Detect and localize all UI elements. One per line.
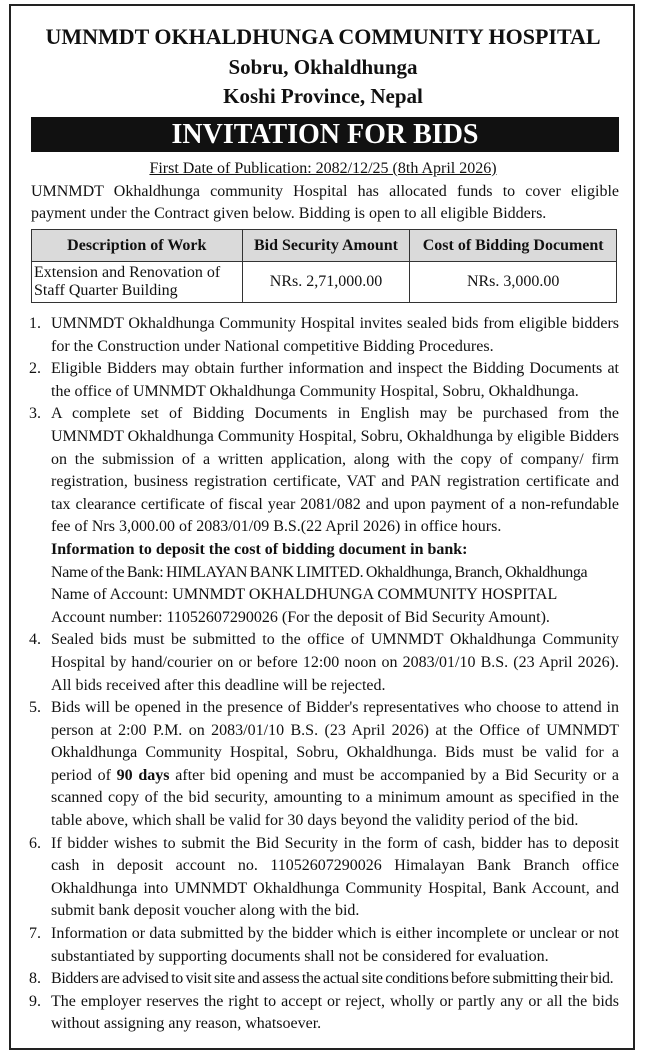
bank-name: Name of the Bank: HIMLAYAN BANK LIMITED. Okhaldhunga, Branch, Okhaldhunga <box>51 563 588 581</box>
column-header-work: Description of Work <box>32 230 243 262</box>
hospital-province: Koshi Province, Nepal <box>223 84 423 108</box>
list-item <box>29 991 619 1036</box>
list-item-number: 9. <box>29 992 41 1010</box>
list-item <box>29 629 619 697</box>
bidding-cost-cell: NRs. 3,000.00 <box>410 262 617 303</box>
table-row <box>32 262 617 303</box>
list-item-text: Sealed bids must be submitted to the office of UMNMDT Okhaldhunga Community Hospital by hand/courier on or before 12:00 noon on 2083/01/10 B.S. (23 April 2026). All bids received after this deadline will be rejected. <box>51 631 619 694</box>
list-item-text: Information or data submitted by the bidder which is either incomplete or unclear or not substantiated by supporting documents shall not be considered for evaluation. <box>51 925 619 965</box>
list-item-text: Bidders are advised to visit site and assess the actual site conditions before submitting their bid. <box>51 970 614 988</box>
list-item-number: 8. <box>29 970 41 988</box>
bank-account-number: Account number: 11052607290026 (For the deposit of Bid Security Amount). <box>51 608 550 626</box>
list-item-number: 3. <box>29 405 41 423</box>
list-item-number: 1. <box>29 315 41 332</box>
list-item <box>29 968 619 991</box>
list-item <box>29 923 619 968</box>
list-item <box>29 833 619 923</box>
list-item-number: 6. <box>29 834 41 852</box>
list-item-number: 5. <box>29 699 41 717</box>
list-item-number: 7. <box>29 925 41 943</box>
list-item-text: The employer reserves the right to accept or reject, wholly or partly any or all the bids without assigning any reason, whatsoever. <box>51 992 619 1033</box>
validity-period: 90 days <box>116 766 170 784</box>
list-item-text <box>51 697 619 833</box>
bid-security-cell: NRs. 2,71,000.00 <box>242 262 410 303</box>
list-item-text: If bidder wishes to submit the Bid Security in the form of cash, bidder has to deposit cash in deposit account no. 11052607290026 Himalayan Bank Branch office Okhaldhunga into UMNMDT Okhaldhunga Community Hospital, Bank Account, and submit bank deposit voucher along with the bid. <box>51 834 619 920</box>
intro-paragraph: UMNMDT Okhaldhunga community Hospital has allocated funds to cover eligible payment under the Contract given below. Bidding is open to all eligible Bidders. <box>31 183 619 222</box>
list-item <box>29 697 619 833</box>
column-header-security: Bid Security Amount <box>242 230 410 262</box>
bank-info-block <box>29 539 619 629</box>
list-item-text-part: Bids will be opened in the presence of Bidder's representatives who choose to attend in person at 2:00 P.M. on 2083/01/10 B.S. (23 April 2026) at the Office of UMNMDT Okhaldhunga Community Hospital, Sobru, Okhaldhunga. Bids must be valid for a period of <box>51 699 619 784</box>
bank-account-name: Name of Account: UMNMDT OKHALDHUNGA COMMUNITY HOSPITAL <box>51 586 558 604</box>
work-description-cell: Extension and Renovation of Staff Quarter Building <box>32 262 243 303</box>
conditions-list <box>29 313 619 1036</box>
notice-title-banner: INVITATION FOR BIDS <box>31 117 619 152</box>
hospital-name: UMNMDT OKHALDHUNGA COMMUNITY HOSPITAL <box>45 24 601 49</box>
bid-details-table <box>31 229 617 303</box>
list-item <box>29 358 619 403</box>
list-item <box>29 403 619 539</box>
list-item-text: UMNMDT Okhaldhunga Community Hospital invites sealed bids from eligible bidders for the Construction under National competitive Bidding Procedures. <box>51 315 619 355</box>
list-item-text: Eligible Bidders may obtain further information and inspect the Bidding Documents at the office of UMNMDT Okhaldhunga Community Hospital, Sobru, Okhaldhunga. <box>51 360 619 400</box>
hospital-location: Sobru, Okhaldhunga <box>228 55 418 79</box>
list-item-text: A complete set of Bidding Documents in English may be purchased from the UMNMDT Okhaldhunga Community Hospital, Sobru, Okhaldhunga by eligible Bidders on the submission of a written application, along with the copy of company/ firm registration, business registration certificate, VAT and PAN registration certificate and tax clearance certificate of fiscal year 2081/082 and upon payment of a non-refundable fee of Nrs 3,000.00 of 2083/01/09 B.S.(22 April 2026) in office hours. <box>51 405 619 536</box>
column-header-cost: Cost of Bidding Document <box>410 230 617 262</box>
list-item <box>29 313 619 358</box>
table-header-row <box>32 230 617 262</box>
publication-date: First Date of Publication: 2082/12/25 (8th April 2026) <box>149 160 497 177</box>
list-item-number: 2. <box>29 360 41 378</box>
list-item-text-part: after bid opening and must be accompanied by a Bid Security or a scanned copy of the bid security, amounting to a minimum amount as specified in the table above, which shall be valid for 30 days beyond the validity period of the bid. <box>51 766 620 830</box>
bank-info-heading: Information to deposit the cost of bidding document in bank: <box>51 540 468 558</box>
list-item-number: 4. <box>29 631 41 649</box>
